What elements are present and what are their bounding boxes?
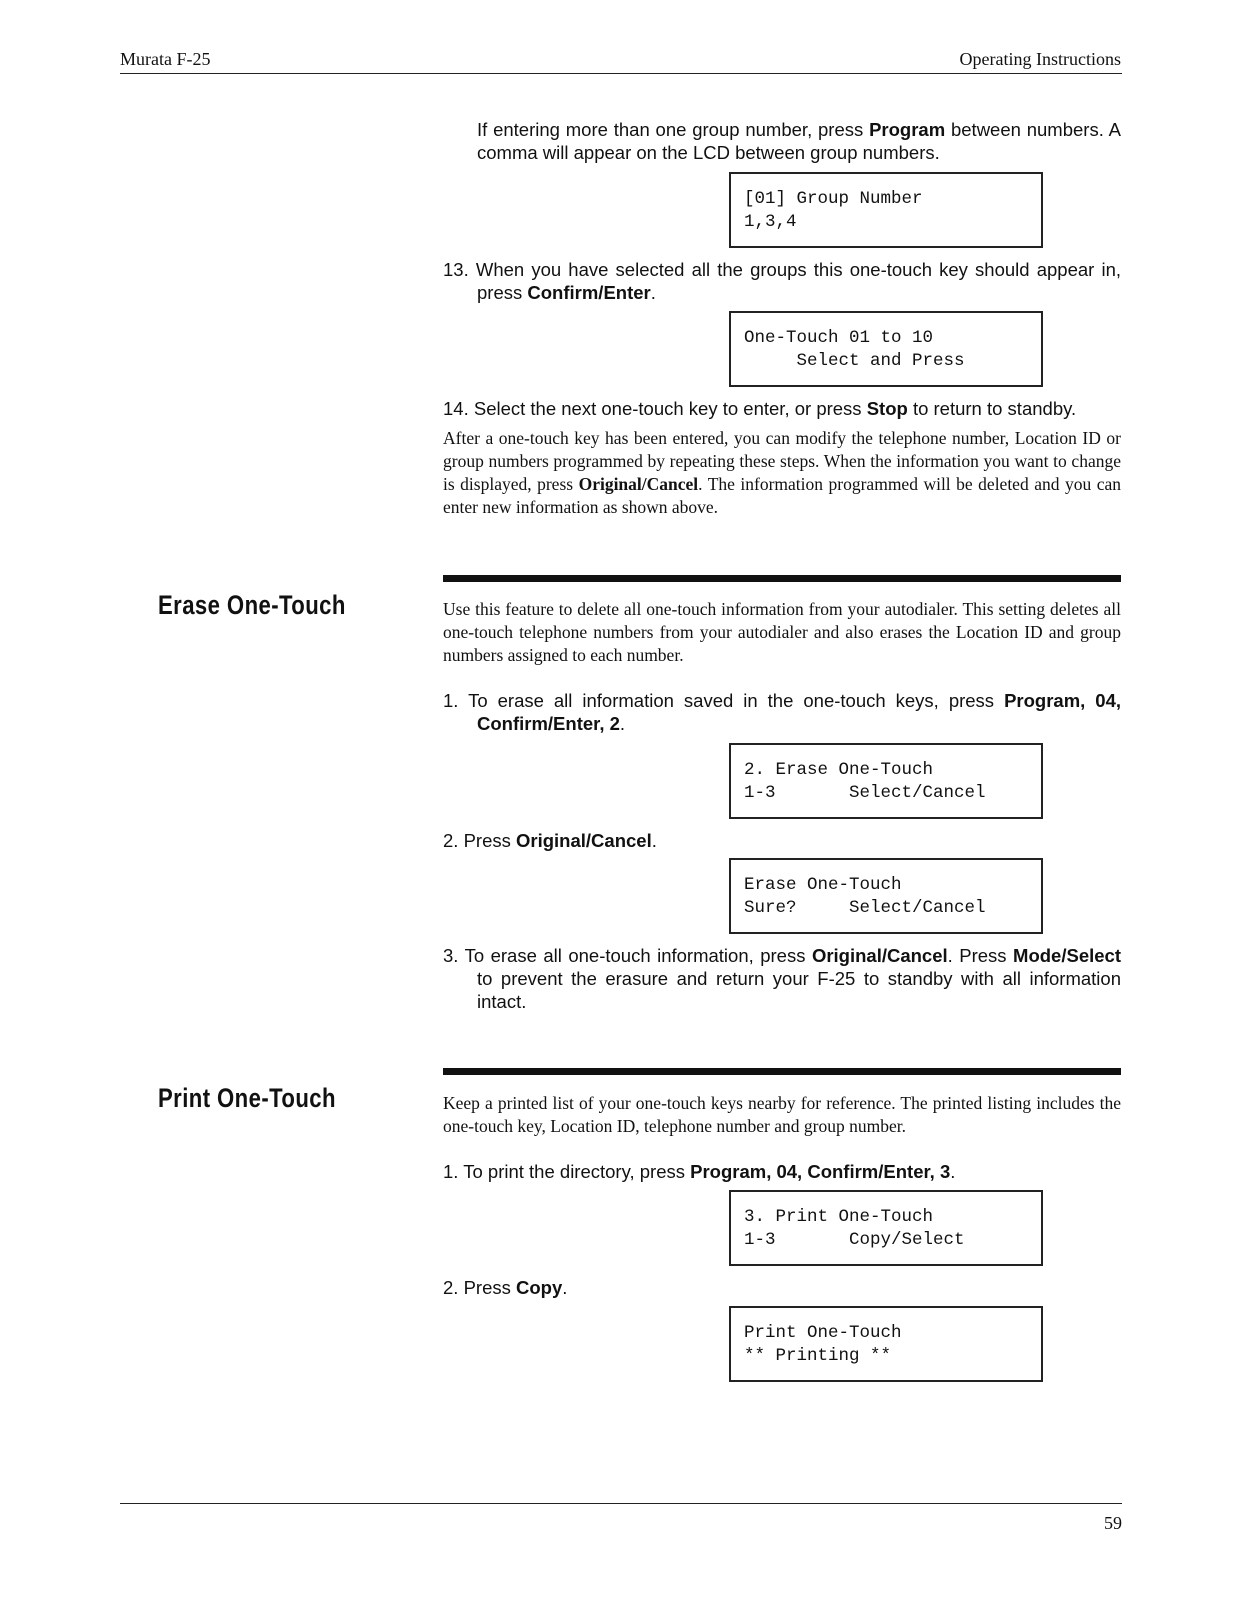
print-step-2: 2. Press Copy. (443, 1277, 568, 1298)
lcd-display: One-Touch 01 to 10 Select and Press (729, 311, 1043, 387)
lcd-display: Erase One-Touch Sure? Select/Cancel (729, 858, 1043, 934)
erase-step-2: 2. Press Original/Cancel. (443, 830, 657, 851)
header-rule (120, 73, 1122, 74)
lcd-display: 3. Print One-Touch 1-3 Copy/Select (729, 1190, 1043, 1266)
step-13: 13. When you have selected all the groups this one-touch key should appear in, press Confirm/Enter. (443, 259, 1121, 303)
section-bar (443, 575, 1121, 582)
section-title-erase: Erase One-Touch (158, 590, 346, 620)
header-right: Operating Instructions (959, 49, 1121, 69)
header-left: Murata F-25 (120, 49, 211, 69)
modify-paragraph: After a one-touch key has been entered, you can modify the telephone number, Location ID or group numbers programmed by repeating these steps. When the information you want to change is displayed, press Original/Cancel. The information programmed will be deleted and you can enter new information as shown above. (443, 428, 1121, 517)
erase-description: Use this feature to delete all one-touch information from your autodialer. This setting deletes all one-touch telephone numbers from your autodialer and also erases the Location ID and group numbers assigned to each number. (443, 599, 1121, 665)
lcd-display: Print One-Touch ** Printing ** (729, 1306, 1043, 1382)
erase-step-1: 1. To erase all information saved in the one-touch keys, press Program, 04, Confirm/Enter, 2. (443, 690, 1121, 734)
print-description: Keep a printed list of your one-touch keys nearby for reference. The printed listing includes the one-touch key, Location ID, telephone number and group number. (443, 1093, 1121, 1136)
intro-text: If entering more than one group number, press Program between numbers. A comma will appear on the LCD between group numbers. (477, 119, 1121, 163)
lcd-display: [01] Group Number 1,3,4 (729, 172, 1043, 248)
print-step-1: 1. To print the directory, press Program, 04, Confirm/Enter, 3. (443, 1161, 956, 1182)
lcd-display: 2. Erase One-Touch 1-3 Select/Cancel (729, 743, 1043, 819)
step-14: 14. Select the next one-touch key to enter, or press Stop to return to standby. (443, 398, 1077, 419)
section-title-print: Print One-Touch (158, 1083, 336, 1113)
erase-step-3: 3. To erase all one-touch information, press Original/Cancel. Press Mode/Select to prevent the erasure and return your F-25 to standby with all information intact. (443, 945, 1121, 1012)
footer-rule (120, 1503, 1122, 1504)
page-number: 59 (1104, 1513, 1122, 1533)
section-bar (443, 1068, 1121, 1075)
